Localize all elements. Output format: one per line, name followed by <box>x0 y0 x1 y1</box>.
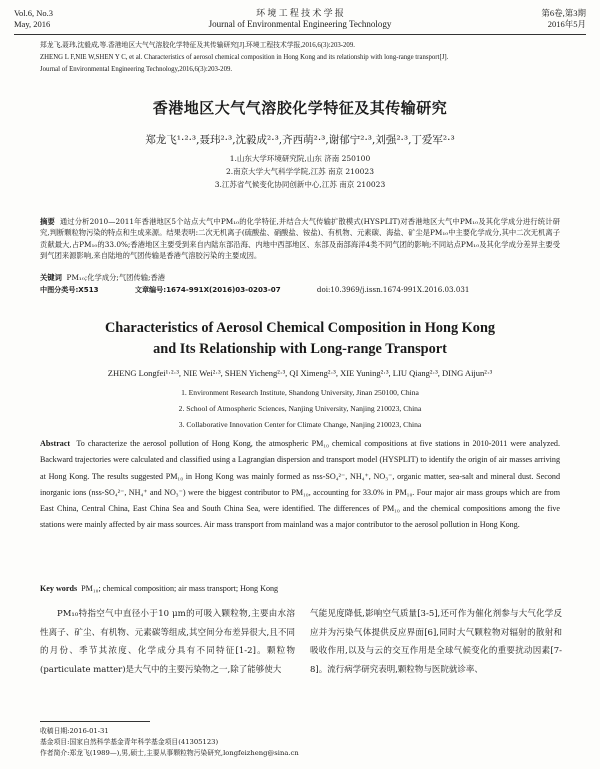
affiliations-cn <box>0 152 600 191</box>
author-bio: 作者简介:郑龙飞(1989—),男,硕士,主要从事颗粒物污染研究,longfeizheng@sina.cn <box>40 749 299 757</box>
affiliation-en-2: 2. School of Atmospheric Sciences, Nanjing University, Nanjing 210023, China <box>178 404 422 413</box>
paper-title-cn: 香港地区大气气溶胶化学特征及其传输研究 <box>152 99 448 117</box>
footnotes <box>40 726 560 759</box>
keywords-en-label: Key words <box>40 584 78 593</box>
abstract-cn-text: 通过分析2010—2011年香港地区5个站点大气中PM₁₀的化学特征,并结合大气传输扩散模式(HYSPLIT)对香港地区大气中PM₁₀及其化学成分进行统计研究,判断颗粒物污染的特点和生成来源。结果表明:二次无机离子(硫酸盐、硝酸盐、铵盐)、有机物、元素碳、海盐、矿尘是PM₁₀中主要化学成分,其中二次无机离子贡献最大,占PM₁₀的33.0%;香港地区主要受到来自内陆东部沿海、内地中西部地区、东部及南部海洋4类不同气团的影响;不同站点PM₁₀及其化学成分差异主要受到气团来源影响,来自陆地的气团传输是香港气溶胶污染的主要成因。 <box>40 217 560 260</box>
journal-name-cn: 环 境 工 程 技 术 学 报 <box>256 8 344 18</box>
keywords-en-text: PM₁₀; chemical composition; air mass transport; Hong Kong <box>81 584 279 593</box>
keywords-cn-label: 关键词 <box>40 273 62 282</box>
citation-en-line1: ZHENG L F,NIE W,SHEN Y C, et al. Characteristics of aerosol chemical composition in Hong Kong and its relationship with long-range transport[J]. <box>40 54 449 61</box>
citation-en-line2: Journal of Environmental Engineering Technology,2016,6(3):203-209. <box>40 66 233 73</box>
issue-number-cn: 第6卷,第3期 <box>541 8 586 18</box>
funding-note: 基金项目:国家自然科学基金青年科学基金项目(41305123) <box>40 738 219 746</box>
received-date: 收稿日期:2016-01-31 <box>40 727 109 735</box>
classification-line <box>40 284 560 295</box>
article-number: 文章编号:1674-991X(2016)03-0203-07 <box>134 285 281 294</box>
abstract-en-label: Abstract <box>40 439 71 448</box>
abstract-en-text: To characterize the aerosol pollution of Hong Kong, the atmospheric PM₁₀ chemical compositions at five stations in 2010-2011 were analyzed. Backward trajectories were calculated and classified using a Lagrangian dispersion and transport model (HYSPLIT) to identify the origin of air masses arriving at Hong Kong. The results suggested PM₁₀ in Hong Kong was mainly formed as nss-SO₄²⁻, NH₄⁺, NO₃⁻, organic matter, sea-salt and mineral dust. Second inorganic ions (nss-SO₄²⁻, NH₄⁺ and NO₃⁻) were the biggest contributor to PM₁₀, accounting for 33.0% in PM₁₀. Four major air mass groups which are from East China, Central China, East China Sea and South China Sea, were identified. The differences of PM₁₀ and the chemical compositions among the five stations were mainly affected by air mass sources. Air mass transport from mainland was a major contributor to the aerosol pollution in Hong Kong. <box>40 439 560 530</box>
affiliation-cn-1: 1.山东大学环境研究院,山东 济南 250100 <box>229 154 371 163</box>
affiliation-cn-3: 3.江苏省气候变化协同创新中心,江苏 南京 210023 <box>214 180 386 189</box>
citation-cn: 郑龙飞,聂玮,沈毅成,等.香港地区大气气溶胶化学特征及其传输研究[J].环境工程技术学报,2016,6(3):203-209. <box>40 42 355 49</box>
affiliation-en-1: 1. Environment Research Institute, Shandong University, Jinan 250100, China <box>181 388 419 397</box>
doi: doi:10.3969/j.issn.1674-991X.2016.03.031 <box>316 285 470 294</box>
abstract-cn-label: 摘要 <box>40 217 55 226</box>
citation-block <box>40 40 560 76</box>
issue-date-cn: 2016年5月 <box>547 19 586 29</box>
body-column-right: 气能见度降低,影响空气质量[3-5],还可作为催化剂参与大气化学反应并为污染气体提供反应界面[6],同时大气颗粒物对辐射的散射和吸收作用,以及与云的交互作用是全球气候变化的重要扰动因素[7-8]。流行病学研究表明,颗粒物与医院就诊率、 <box>310 609 562 675</box>
abstract-en <box>40 436 560 534</box>
affiliation-cn-2: 2.南京大学大气科学学院,江苏 南京 210023 <box>226 167 374 176</box>
paper-title-en-line2: and Its Relationship with Long-range Transport <box>153 341 447 357</box>
body-column-left: PM₁₀特指空气中直径小于10 μm的可吸入颗粒物,主要由水溶性离子、矿尘、有机物、元素碳等组成,其空间分布差异很大,且不同的月份、季节其浓度、化学成分具有不同特征[1-2]。颗粒物(particulate matter)是大气中的主要污染物之一,除了能够使大 <box>40 609 295 675</box>
affiliations-en <box>0 385 600 433</box>
paper-title-en-line1: Characteristics of Aerosol Chemical Composition in Hong Kong <box>104 320 496 336</box>
header-center <box>0 8 600 30</box>
footnote-divider <box>40 721 150 722</box>
author-list-en: ZHENG Longfei¹·²·³, NIE Wei²·³, SHEN Yicheng²·³, QI Ximeng²·³, XIE Yuning²·³, LIU Qiang²·³, DING Aijun²·³ <box>107 368 493 378</box>
keywords-cn <box>40 272 560 283</box>
header-divider <box>14 34 586 35</box>
keywords-en <box>40 584 560 593</box>
issue-date-en: May, 2016 <box>14 19 51 29</box>
clc-number: 中图分类号:X513 <box>40 285 99 294</box>
affiliation-en-3: 3. Collaborative Innovation Center for Climate Change, Nanjing 210023, China <box>178 420 422 429</box>
author-list-cn: 郑龙飞¹·²·³,聂玮²·³,沈毅成²·³,齐西萌²·³,谢郁宁²·³,刘强²·³,丁爱军²·³ <box>145 134 455 146</box>
abstract-cn <box>40 216 560 261</box>
keywords-cn-text: PM₁₀;化学成分;气团传输;香港 <box>66 273 166 282</box>
journal-name-en: Journal of Environmental Engineering Technology <box>208 19 392 29</box>
volume-number: Vol.6, No.3 <box>14 8 54 18</box>
header-right <box>541 8 586 30</box>
paper-title-en <box>0 318 600 360</box>
